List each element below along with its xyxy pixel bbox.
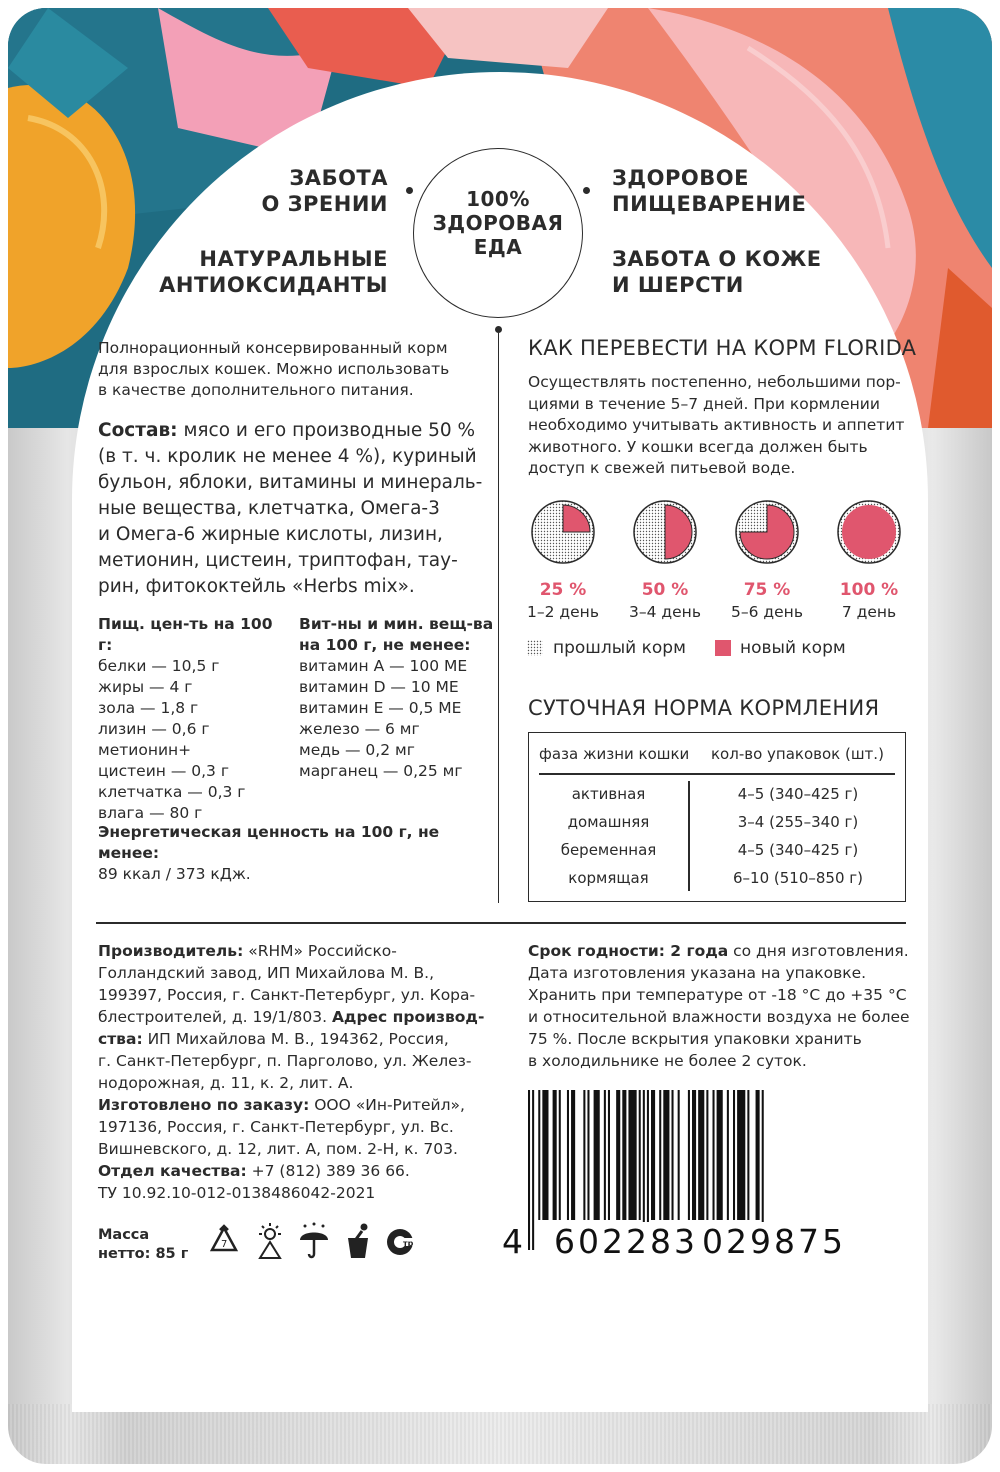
intro-text [98,338,488,401]
vitamin-item: витамин Е — 0,5 МЕ [299,699,462,717]
transition-days: 3–4 день [629,603,701,621]
shelf-life-line [528,940,928,962]
shelf-life-line [528,1028,928,1050]
claim-digestion: ЗДОРОВОЕ ПИЩЕВАРЕНИЕ [612,166,807,216]
manufacturer-text: ТУ 10.92.10-012-0138486042-2021 [98,1184,376,1202]
manufacturer-text: Голландский завод, ИП Михайлова М. В., [98,964,435,982]
table-cell-phase: кормящая [568,869,649,887]
transition-line: циями в течение 5–7 дней. При кормлении [528,394,880,413]
barcode-bar [594,1090,600,1220]
transition-pie-2 [630,497,700,567]
nutrition-item: клетчатка — 0,3 г [98,783,246,801]
legend-new-food: новый корм [740,638,846,658]
trash-bin-icon [340,1222,376,1262]
vitamins-minerals [299,614,494,782]
shelf-life-label: Срок годности: 2 года [528,942,729,960]
manufacturer-text: нодорожная, д. 11, к. 2, лит. А. [98,1074,354,1092]
shelf-life-text: и относительной влажности воздуха не более [528,1008,910,1026]
barcode-bar [663,1090,669,1220]
composition-label: Состав: [98,420,178,441]
manufacturer-label: ства: [98,1030,143,1048]
barcode-bar [747,1090,749,1220]
vitamins-title: Вит-ны и мин. вещ-ва [299,615,494,633]
barcode-bar [571,1090,575,1220]
table-cell-amount: 4–5 (340–425 г) [737,785,859,803]
nutrition-item: лизин — 0,6 г [98,720,210,738]
transition-days: 1–2 день [527,603,599,621]
badge-line-3: ЕДА [473,235,523,259]
table-cell-phase: беременная [560,841,657,859]
vitamins-title: на 100 г, не менее: [299,636,471,654]
barcode-bar [553,1090,557,1220]
mass-label: Масса [98,1227,150,1243]
transition-pie-4 [834,497,904,567]
barcode-bar [622,1090,626,1220]
manufacturer-label: Изготовлено по заказу: [98,1096,310,1114]
badge-dot-right [583,187,590,194]
barcode-bar [688,1090,690,1220]
daily-feeding-table [528,732,906,902]
barcode-bar [587,1090,589,1220]
barcode-bar [672,1090,674,1220]
manufacturer-label: Адрес производ- [331,1008,485,1026]
barcode-bar [706,1090,708,1220]
vitamin-item: витамин А — 100 МЕ [299,657,468,675]
intro-line: для взрослых кошек. Можно использовать [98,360,450,378]
transition-line: необходимо учитывать активность и аппетит [528,416,905,434]
manufacturer-text: ИП Михайлова М. В., 194362, Россия, [142,1030,449,1048]
claim-antioxidants: НАТУРАЛЬНЫЕ АНТИОКСИДАНТЫ [159,247,388,297]
manufacturer-label: Отдел качества: [98,1162,247,1180]
table-cell-amount: 4–5 (340–425 г) [737,841,859,859]
manufacturer-text: ООО «Ин-Ритейл», [309,1096,465,1114]
barcode-bar [659,1090,661,1220]
composition-line: ные вещества, клетчатка, Омега-3 [98,498,440,519]
composition-line: мясо и его производные 50 % [177,420,476,441]
transition-title: КАК ПЕРЕВЕСТИ НА КОРМ FLORIDA [528,336,917,360]
manufacturer-line [98,1094,508,1116]
barcode-bar [559,1090,561,1220]
shelf-life-line [528,1050,928,1072]
shelf-life-line [528,984,928,1006]
vitamin-item: витамин D — 10 МЕ [299,678,459,696]
shelf-life-text: со дня изготовления. [728,942,909,960]
manufacturer-line [98,1116,508,1138]
barcode-bar [604,1090,606,1220]
table-cell-phase: активная [571,785,646,803]
manufacturer-line [98,1072,508,1094]
shelf-life-text: 75 %. После вскрытия упаковки хранить [528,1030,862,1048]
composition-line: (в т. ч. кролик не менее 4 %), куриный [98,446,477,467]
badge-dot-left [406,187,413,194]
transition-line: доступ к свежей питьевой воде. [528,459,796,477]
transition-pie-3 [732,497,802,567]
barcode-bar [651,1090,655,1220]
table-cell-amount: 6–10 (510–850 г) [732,869,863,887]
barcode-bar [528,1090,530,1250]
manufacturer-text: 197136, Россия, г. Санкт-Петербург, ул. Вс. [98,1118,454,1136]
transition-line: Осуществлять постепенно, небольшими пор- [528,373,901,391]
shelf-life-text: в холодильнике не более 2 суток. [528,1052,807,1070]
barcode-digits-right: 029875 [702,1222,846,1261]
barcode-digits-left: 602283 [554,1222,698,1261]
old-food-swatch [527,640,543,656]
nutrition-item: жиры — 4 г [98,678,193,696]
composition [98,418,493,600]
energy-value [98,822,493,885]
shelf-life-info [528,940,928,1072]
composition-line: метионин, цистеин, триптофан, тау- [98,550,458,571]
intro-line: Полнорационный консервированный корм [98,339,448,357]
manufacturer-info [98,940,508,1204]
barcode-bar [713,1090,715,1220]
barcode-bar [628,1090,636,1220]
pie-new-food [563,505,590,532]
barcode-bar [542,1090,548,1220]
composition-line: бульон, яблоки, витамины и минераль- [98,472,483,493]
manufacturer-line [98,1050,508,1072]
manufacturer-line [98,1006,508,1028]
barcode-bar [678,1090,680,1220]
transition-percent: 75 % [743,580,791,600]
sun-protect-icon [252,1222,288,1262]
table-header-amount: кол-во упаковок (шт.) [711,745,884,763]
pie-new-food [842,505,896,559]
pouch-crimp [8,1404,992,1464]
healthy-food-badge [413,148,583,318]
table-header-rule [539,773,895,775]
daily-title: СУТОЧНАЯ НОРМА КОРМЛЕНИЯ [528,696,880,720]
manufacturer-text: г. Санкт-Петербург, п. Парголово, ул. Желез- [98,1052,472,1070]
energy-amount: 89 ккал / 373 кДж. [98,865,251,883]
shelf-life-line [528,1006,928,1028]
composition-line: и Омега-6 жирные кислоты, лизин, [98,524,443,545]
manufacturer-text: +7 (812) 389 36 66. [246,1162,410,1180]
transition-percent: 100 % [839,580,899,600]
umbrella-moisture-icon [296,1222,332,1262]
table-header-phase: фаза жизни кошки [539,745,690,763]
table-cell-phase: домашняя [567,813,650,831]
transition-days: 5–6 день [731,603,803,621]
barcode-bar [567,1090,569,1220]
barcode-bar [727,1090,729,1220]
barcode-bar [733,1090,735,1220]
manufacturer-line [98,984,508,1006]
intro-line: в качестве дополнительного питания. [98,381,414,399]
manufacturer-text: Вишневского, д. 12, лит. А, пом. 2-Н, к. 703. [98,1140,458,1158]
badge-line-1: 100% [466,187,530,211]
vitamin-item: марганец — 0,25 мг [299,762,463,780]
nutrition-facts [98,614,288,824]
nutrition-title: Пищ. цен-ть на 100 г: [98,615,273,654]
composition-line: рин, фитококтейль «Herbs mix». [98,576,415,597]
claim-eye-care: ЗАБОТА О ЗРЕНИИ [261,166,388,216]
manufacturer-line [98,1160,508,1182]
nutrition-item: белки — 10,5 г [98,657,220,675]
nutrition-item: влага — 80 г [98,804,203,822]
mass-value: нетто: 85 г [98,1246,189,1262]
barcode-bar [756,1090,760,1220]
vitamin-item: железо — 6 мг [299,720,420,738]
barcode-bar [639,1090,641,1220]
transition-line: животного. У кошки всегда должен быть [528,437,868,456]
manufacturer-text: «RHM» Российско- [243,942,397,960]
svg-text:7: 7 [221,1239,228,1250]
shelf-life-line [528,962,928,984]
table-cell-amount: 3–4 (255–340 г) [737,813,859,831]
vitamin-item: медь — 0,2 мг [299,741,415,759]
barcode-bar [737,1090,745,1220]
badge-dot-bottom [495,326,502,333]
barcode-digit-first: 4 [502,1222,526,1261]
shelf-life-text: Хранить при температуре от -18 °C до +35 °C [528,986,907,1004]
badge-line-2: ЗДОРОВАЯ [432,211,564,235]
barcode-bar [532,1090,534,1250]
net-mass [98,1226,188,1264]
manufacturer-text: блестроителей, д. 19/1/803. [98,1008,332,1026]
barcode-bar [616,1090,620,1220]
section-divider [96,922,906,924]
claim-skin-coat: ЗАБОТА О КОЖЕ И ШЕРСТИ [612,247,822,297]
recycle-7-icon [206,1222,242,1262]
barcode-bar [538,1090,540,1220]
barcode-bar [717,1090,723,1220]
nutrition-item: метионин+ [98,741,192,759]
manufacturer-label: Производитель: [98,942,244,960]
manufacturer-line [98,962,508,984]
manufacturer-line [98,1138,508,1160]
legend-old-food: прошлый корм [553,638,686,658]
nutrition-item: зола — 1,8 г [98,699,199,717]
transition-text [528,372,918,480]
nutrition-item: цистеин — 0,3 г [98,762,229,780]
barcode-bar [608,1090,610,1220]
barcode-bar [692,1090,696,1220]
energy-label: Энергетическая ценность на 100 г, не менее: [98,823,440,862]
transition-pie-1 [528,497,598,567]
transition-percent: 25 % [539,580,587,600]
eac-tr-mark-icon [384,1222,420,1262]
transition-days: 7 день [841,603,897,621]
center-divider [498,333,499,903]
transition-percent: 50 % [641,580,689,600]
manufacturer-line [98,940,508,962]
svg-text:тр: тр [403,1239,414,1248]
manufacturer-text: 199397, Россия, г. Санкт-Петербург, ул. Кора- [98,986,476,1004]
manufacturer-line [98,1028,508,1050]
new-food-swatch [715,640,731,656]
barcode-bar [698,1090,704,1220]
manufacturer-line [98,1182,508,1204]
barcode-bar [583,1090,585,1220]
shelf-life-text: Дата изготовления указана на упаковке. [528,964,867,982]
